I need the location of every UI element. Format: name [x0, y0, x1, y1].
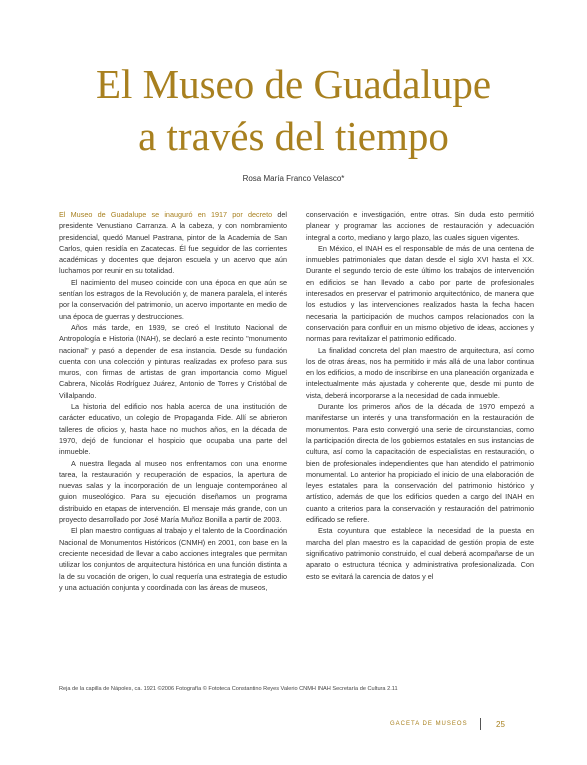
photo-caption: Reja de la capilla de Nápoles, ca. 1921 ©2006 Fotografía © Fototeca Constantino Reyes Valerio CNMH INAH Secretaría de Cultura 2.11: [59, 686, 398, 692]
title-line-1: El Museo de Guadalupe: [95, 61, 492, 107]
footer-divider: [480, 718, 481, 730]
paragraph: El nacimiento del museo coincide con una época en que aún se sentían los estragos de la Revolución y, de manera paralela, el interés por la conservación del patrimonio, un acervo importante en medio de una época de guerras y destrucciones.: [59, 277, 287, 321]
page-footer: [360, 719, 540, 731]
paragraph: La finalidad concreta del plan maestro de arquitectura, así como los de otras áreas, nos ha permitido ir más allá de una labor continua en los edificios, a modo de inscribirse en una planeación organizada e intelectualmente más ajustada y coherente que, desde mi punto de vista, deberá incorporarse a la necesidad de cada inmueble.: [306, 345, 534, 400]
paragraph: En México, el INAH es el responsable de más de una centena de inmuebles patrimoniales que datan desde el siglo XVI hasta el XX. Durante el segundo tercio de este último los trabajos de intervención en edificios se han llevado a cabo por parte de profesionales interesados en preservar el patrimonio arquitectónico, de manera que los estudios y las intervenciones realizados hasta la fecha hacen necesaria la participación de muchos campos relacionados con la conservación para confluir en un mismo objetivo de ideas, acciones y normas para revitalizar el patrimonio edificado.: [306, 243, 534, 344]
paragraph-text: del presidente Venustiano Carranza. A la cabeza, y con nombramiento presidencial, quedó Manuel Pastrana, pintor de la Academia de San Carlos, quien residía en Zacatecas. Él fue seguidor de las corrientes académicas y docentes que dejaron escuela y un acervo que aún luchamos por reunir en su totalidad.: [59, 210, 287, 276]
magazine-name: GACETA DE MUSEOS: [390, 721, 468, 727]
left-column: [59, 209, 287, 593]
paragraph: conservación e investigación, entre otras. Sin duda esto permitió planear y programar las acciones de restauración y adecuación integral a corto, mediano y largo plazo, las cuales siguen vigentes.: [306, 210, 534, 242]
paragraph: La historia del edificio nos habla acerca de una institución de carácter educativo, un colegio de Propaganda Fide. Allí se abrieron talleres de oficios y, hasta hace no muchos años, en la década de 1970, dejó de funcionar el hospicio que ocupaba una parte del inmueble.: [59, 402, 287, 457]
paragraph: El plan maestro contiguas al trabajo y el talento de la Coordinación Nacional de Monumentos Históricos (CNMH) en 2001, con base en la creciente necesidad de llevar a cabo acciones integrales que permitan utilizar los conjuntos de arquitectura histórica en una función distinta a la de su vocación de origen, lo cual requería una estrategia de estudio y una actuación conjunta y coordinada con las áreas de museos,: [59, 526, 287, 592]
paragraph: Años más tarde, en 1939, se creó el Instituto Nacional de Antropología e Historia (INAH), se declaró a este recinto "monumento nacional" y pasó a depender de esa instancia. Desde su fundación cuenta con una colección y pinturas realizadas ex profeso para sus muros, con firmas de artistas de gran importancia como Miguel Cabrera, Nicolás Rodríguez Juárez, Antonio de Torres y Cristóbal de Villalpando.: [59, 322, 287, 400]
page-number: 25: [496, 720, 505, 729]
paragraph: A nuestra llegada al museo nos enfrentamos con una enorme tarea, la restauración y recuperación de espacios, la apertura de nuevas salas y la incorporación de un lenguaje contemporáneo al guion museológico. Para su ejecución diseñamos un programa distribuido en etapas de intervención. El mensaje más grande, con un proyecto desarrollado por José María Muñoz Bonilla a partir de 2003.: [59, 458, 287, 525]
right-column: [306, 209, 534, 582]
title-line-2: a través del tiempo: [138, 113, 449, 159]
paragraph: Durante los primeros años de la década de 1970 empezó a manifestarse un interés y una transformación en la restauración de monumentos. Para esto convergió una serie de circunstancias, como la participación directa de los gobiernos estatales en sus instancias de cultura, así como la capacitación de especialistas en restauración, o bien de profesionales independientes que han atendido el patrimonio monumental. Lo anterior ha propiciado el inicio de una elaboración de leyes estatales para la conservación del patrimonio histórico y artístico, además de que los edificios queden a cargo del INAH en cuanto a criterios para la conservación y restauración del patrimonio edificado se refiere.: [306, 402, 534, 525]
author-byline: Rosa María Franco Velasco*: [242, 174, 345, 183]
article-title: [0, 58, 587, 162]
paragraph: Esta coyuntura que establece la necesidad de la puesta en marcha del plan maestro es la capacidad de gestión propia de este significativo patrimonio construido, el cual deberá acompañarse de un aparato o estructura técnica y administrativa profesionalizada. Con esto se evitará la carencia de datos y el: [306, 526, 534, 581]
lead-in-text: El Museo de Guadalupe se inauguró en 1917 por decreto: [59, 210, 273, 219]
paragraph: [59, 209, 287, 277]
